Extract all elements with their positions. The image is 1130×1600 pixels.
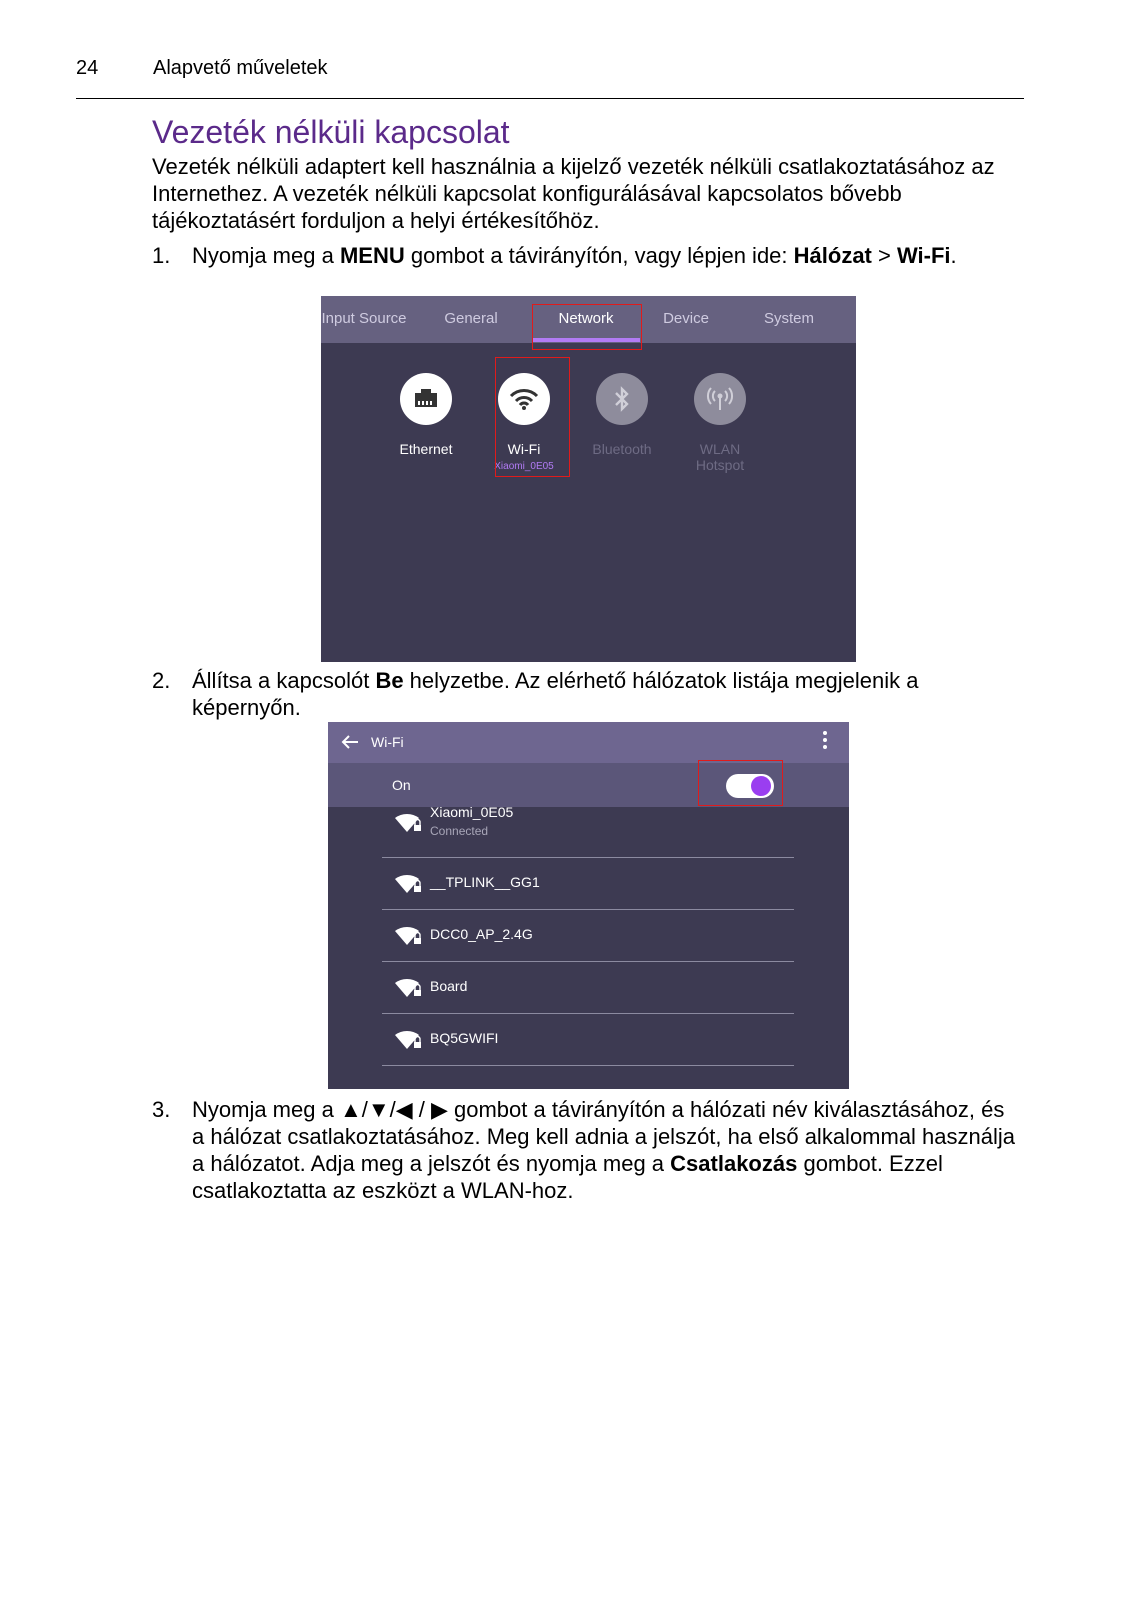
tab-network[interactable]: Network	[558, 310, 614, 327]
bold-text: MENU	[339, 243, 405, 268]
page-number: 24	[76, 57, 99, 79]
intro-paragraph: Vezeték nélküli adaptert kell használnia a kijelző vezeték nélküli csatlakoztatásához az Internethez. A vezeték nélküli kapcsolat konfigurálásával kapcsolatos bővebb tájékoztatásért forduljon a helyi értékesítőhöz.	[152, 154, 995, 233]
hotspot-icon	[694, 373, 746, 425]
step-text	[192, 242, 1022, 269]
connected-network-name: Xiaomi_0E05	[494, 461, 554, 472]
highlight-box-network	[532, 304, 642, 350]
wifi-lock-icon	[394, 977, 424, 1004]
tab-input-source[interactable]: Input Source	[321, 310, 407, 327]
text-run: helyzetbe. Az elérhető hálózatok listája megjelenik a képernyőn.	[192, 668, 919, 720]
tab-system[interactable]: System	[763, 310, 814, 327]
wifi-network-name: DCC0_AP_2.4G	[430, 926, 533, 942]
step-3	[152, 1096, 1022, 1206]
bold-text: Csatlakozás	[670, 1151, 798, 1176]
running-title: Alapvető műveletek	[153, 57, 328, 79]
wifi-lock-icon	[394, 873, 424, 900]
network-item-bluetooth[interactable]	[577, 373, 667, 457]
header-rule	[76, 98, 1024, 99]
tab-device[interactable]: Device	[663, 310, 709, 327]
step-number: 3.	[152, 1097, 171, 1122]
bold-text: Hálózat	[793, 243, 872, 268]
bluetooth-icon	[596, 373, 648, 425]
wifi-network-row[interactable]	[382, 1013, 794, 1066]
step-number: 1.	[152, 243, 171, 268]
toggle-label: On	[392, 777, 411, 793]
wifi-top-bar	[328, 722, 849, 763]
section-title: Vezeték nélküli kapcsolat	[152, 114, 510, 150]
text-run: Állítsa a kapcsolót	[192, 668, 376, 693]
wifi-network-row[interactable]	[382, 909, 794, 962]
wifi-network-name: BQ5GWIFI	[430, 1030, 499, 1046]
wifi-network-row[interactable]	[382, 857, 794, 910]
back-arrow-icon[interactable]	[340, 732, 360, 757]
wifi-screen-title: Wi-Fi	[371, 734, 404, 750]
text-run: >	[871, 243, 897, 268]
wifi-network-row[interactable]	[382, 792, 794, 858]
step-1	[152, 242, 1022, 298]
network-item-label: Bluetooth	[592, 441, 652, 457]
network-menu-screenshot	[321, 296, 856, 662]
wifi-network-name: Xiaomi_0E05	[430, 804, 514, 820]
step-2	[152, 667, 1022, 723]
text-run: .	[950, 243, 957, 268]
wifi-lock-icon	[394, 925, 424, 952]
tab-general[interactable]: General	[444, 310, 498, 327]
step-number: 2.	[152, 668, 171, 693]
wifi-network-row[interactable]	[382, 961, 794, 1014]
network-item-hotspot[interactable]	[675, 373, 765, 473]
step-text	[192, 667, 1022, 721]
text-run: Nyomja meg a ▲/▼/◀ / ▶ gombot a távirányítón a hálózati név kiválasztásához, és a hálózat csatlakoztatásához. Meg kell adnia a jelszót, ha első alkalommal használja a hálózatot. Adja meg a jelszót és nyomja meg a	[192, 1097, 1016, 1176]
highlight-box-wifi	[495, 357, 570, 477]
step-text	[192, 1096, 1022, 1204]
wifi-network-status: Connected	[430, 824, 489, 838]
text-run: gombot a távirányítón, vagy lépjen ide:	[404, 243, 794, 268]
text-run: gombot. Ezzel csatlakoztatta az eszközt a WLAN-hoz.	[192, 1151, 943, 1203]
more-vert-icon[interactable]	[821, 729, 829, 756]
wifi-network-name: Board	[430, 978, 468, 994]
network-item-label: Wi-Fi	[507, 441, 541, 457]
bold-text: Wi-Fi	[896, 243, 951, 268]
network-item-label: Ethernet	[399, 441, 453, 457]
ethernet-icon	[400, 373, 452, 425]
text-run: Nyomja meg a	[192, 243, 340, 268]
wifi-network-name: __TPLINK__GG1	[430, 874, 540, 890]
network-item-label: WLAN Hotspot	[695, 441, 745, 473]
wifi-list-screenshot	[328, 722, 849, 1089]
wifi-lock-icon	[394, 1029, 424, 1056]
wifi-lock-icon	[394, 812, 424, 839]
bold-text: Be	[375, 668, 404, 693]
network-item-ethernet[interactable]	[381, 373, 471, 457]
